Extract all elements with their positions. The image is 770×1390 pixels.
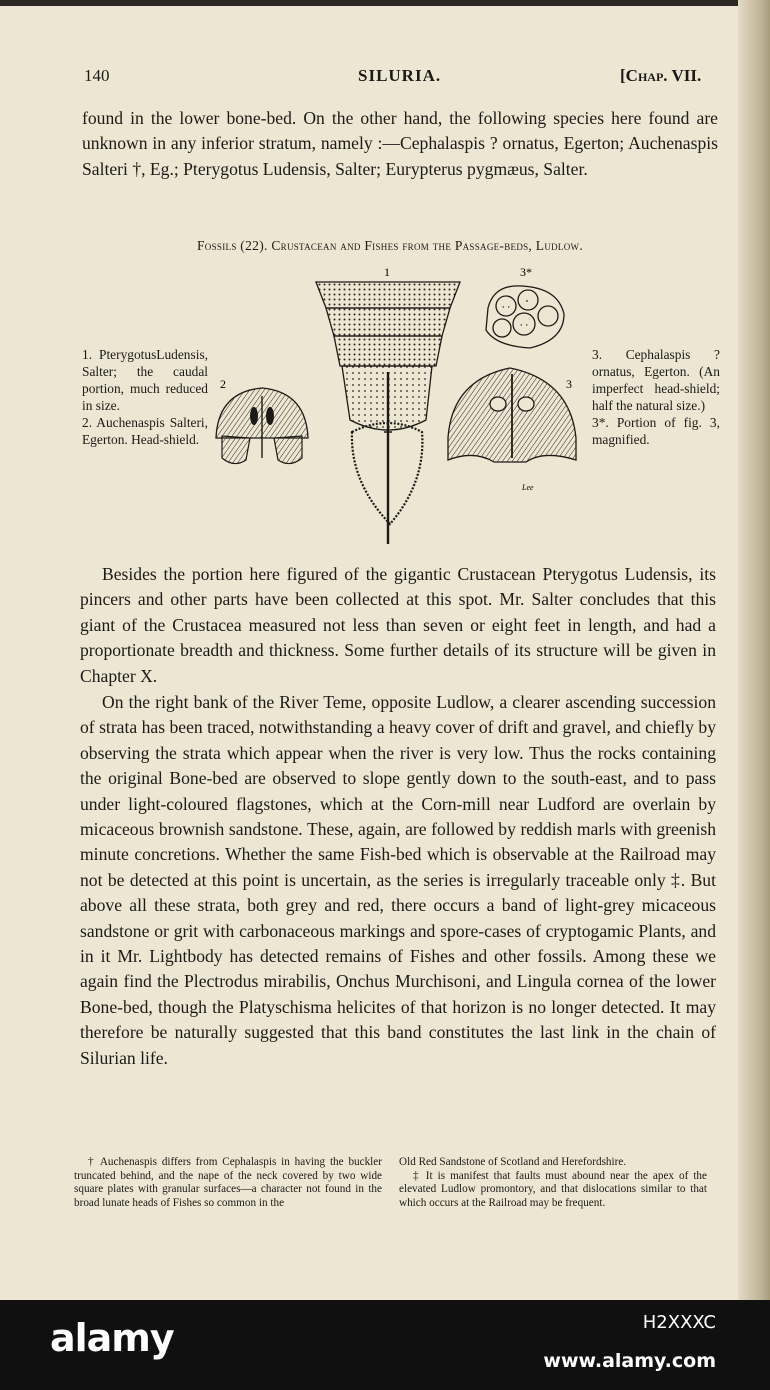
cephalaspis-magnified-portion-drawing (486, 286, 564, 348)
footnote-column-left (74, 1156, 382, 1210)
figure-label-3star: 3* (520, 265, 532, 279)
alamy-logo: alamy (50, 1316, 174, 1360)
legend-item-3star-text: Portion of fig. 3, magnified. (592, 415, 720, 447)
pterygotus-tail-drawing (316, 282, 460, 544)
footnote-dagger-continued: Old Red Sandstone of Scotland and Herefordshire. (399, 1156, 627, 1168)
legend-item-3-number: 3. (592, 347, 603, 362)
legend-item-1 (82, 346, 208, 414)
legend-item-1-text: PterygotusLudensis, Salter; the caudal portion, much reduced in size. (82, 347, 208, 413)
figure-legend-left (82, 346, 208, 448)
legend-item-3-text: Cephalaspis ? ornatus, Egerton. (An imperfect head-shield; half the natural size.) (592, 347, 720, 413)
legend-item-3star-number: 3*. (592, 415, 609, 430)
legend-item-3star (592, 414, 720, 448)
figure-caption: Fossils (22). Crustacean and Fishes from the Passage-beds, Ludlow. (197, 238, 583, 253)
legend-item-2-text: Auchenaspis Salteri, Egerton. Head-shield. (82, 415, 209, 447)
figure-label-2: 2 (220, 377, 226, 391)
figure-label-3: 3 (566, 377, 572, 391)
watermark-url: www.alamy.com (543, 1350, 716, 1372)
footnote-double-dagger: ‡ It is manifest that faults must abound near the apex of the elevated Ludlow promontory, and that dislocations similar to that which occurs at the Railroad may be frequent. (399, 1169, 707, 1209)
legend-item-3 (592, 346, 720, 414)
page-number: 140 (84, 66, 110, 85)
stock-watermark-band (0, 1300, 770, 1390)
image-id: H2XXXC (642, 1312, 716, 1333)
page-top-edge (0, 0, 770, 6)
fossil-illustration (212, 262, 584, 552)
cephalaspis-headshield-drawing (448, 368, 576, 462)
footnote-column-right (399, 1156, 707, 1210)
figure-label-1: 1 (384, 265, 390, 279)
paragraph-3: On the right bank of the River Teme, opposite Ludlow, a clearer ascending succession of strata has been traced, notwithstanding a heavy cover of drift and gravel, and chiefly by observing the strata which appear when the river is very low. Thus the rocks containing the original Bone-bed are observed to slope gently down to the south-east, and to pass under light-coloured flagstones, which at the Corn-mill near Ludford are overlain by micaceous brownish sandstone. These, again, are followed by reddish marls with greenish minute concretions. Whether the same Fish-bed which is observable at the Railroad may not be detected at this point is uncertain, as the series is irregularly traceable only ‡. But above all these strata, both grey and red, there occurs a band of light-grey micaceous sandstone or grit with carbonaceous markings and spore-cases of cryptogamic Plants, and in it Mr. Lightbody has detected remains of Fishes and other fossils. Among these we again find the Plectrodus mirabilis, Onchus Murchisoni, and Lingula cornea of the lower Bone-bed, though the Platyschisma helicites of that horizon is no longer detected. It may therefore be naturally suggested that this band constitutes the last link in the chain of Silurian life. (80, 692, 716, 1068)
legend-item-2-number: 2. (82, 415, 93, 430)
running-title: SILURIA. (358, 66, 442, 85)
figure-legend-right (592, 346, 720, 448)
footnote-dagger: † Auchenaspis differs from Cephalaspis in having the buckler truncated behind, and the nape of the neck covered by two wide square plates with granular surfaces—a character not found in the broad lunate heads of Fishes so common in the (74, 1156, 382, 1209)
chapter-label: [Chap. VII. (620, 66, 702, 85)
paragraph-2: Besides the portion here figured of the gigantic Crustacean Pterygotus Ludensis, its pincers and other parts have been collected at this spot. Mr. Salter concludes that this giant of the Crustacea measured not less than seven or eight feet in length, and had a proportionate breadth and thickness. Some further details of its structure will be given in Chapter X. (80, 564, 716, 686)
paragraph-1: found in the lower bone-bed. On the other hand, the following species here found are unknown in any inferior stratum, namely :—Cephalaspis ? ornatus, Egerton; Auchenaspis Salteri †, Eg.; Pterygotus Ludensis, Salter; Eurypterus pygmæus, Salter. (82, 108, 718, 179)
illustrator-signature: Lee (522, 483, 534, 492)
legend-item-1-number: 1. (82, 347, 93, 362)
legend-item-2 (82, 414, 208, 448)
auchenaspis-headshield-drawing (216, 388, 308, 464)
book-spine-shadow (738, 0, 770, 1300)
page-header (0, 66, 738, 90)
